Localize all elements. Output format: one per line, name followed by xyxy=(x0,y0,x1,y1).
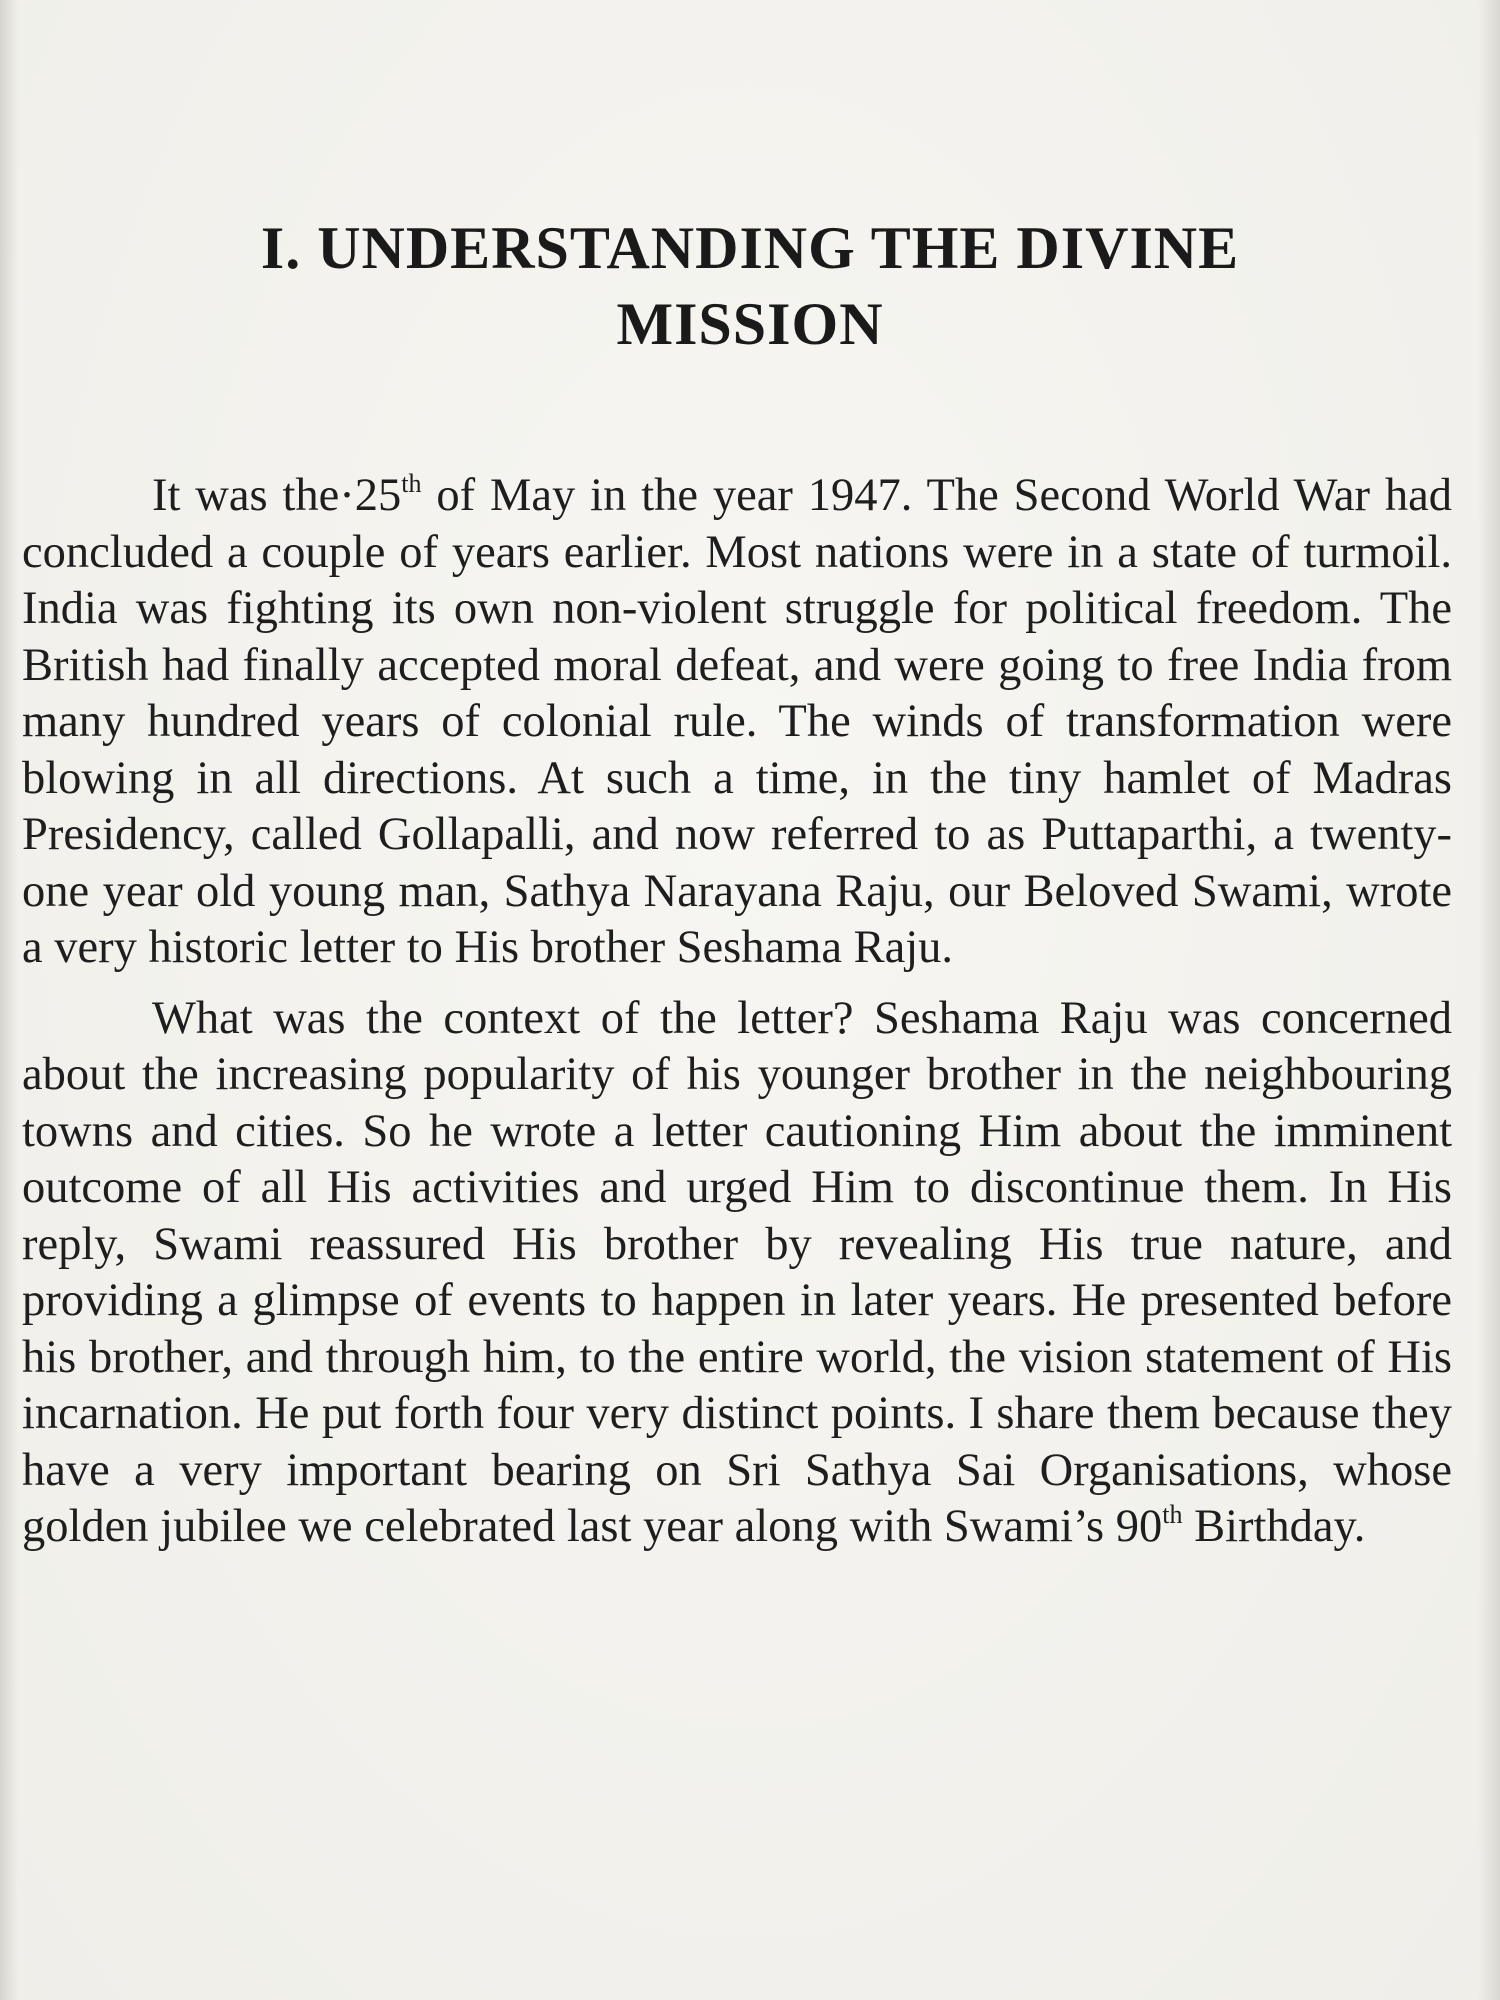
paragraph-2-birthday-number: 90 xyxy=(1115,1501,1163,1552)
paragraph-1-lead: It was the xyxy=(152,470,340,521)
chapter-body xyxy=(22,468,1452,1570)
paragraph-2-end: Birthday. xyxy=(1182,1501,1366,1552)
chapter-title xyxy=(60,210,1440,362)
paragraph-1-text: of May in the year 1947. The Second World War had concluded a couple of years earlier. Most nations were in a state of turmoil. India was fighting its own non-violent struggle for political freedom. The British had finally accepted moral defeat, and were going to free India from many hundred years of colonial rule. The winds of transformation were blowing in all directions. At such a time, in the tiny hamlet of Madras Presidency, called Gollapalli, and now referred to as Puttaparthi, a twenty-one year old young man, Sathya Narayana Raju, our Beloved Swami, wrote a very historic letter to His brother Seshama Raju. xyxy=(22,470,1452,973)
paragraph-2-text: What was the context of the letter? Seshama Raju was concerned about the increasing popularity of his younger brother in the neighbouring towns and cities. So he wrote a letter cautioning Him about the imminent outcome of all His activities and urged Him to discontinue them. In His reply, Swami reassured His brother by revealing His true nature, and providing a glimpse of events to happen in later years. He presented before his brother, and through him, to the entire world, the vision statement of His incarnation. He put forth four very distinct points. I share them because they have a very important bearing on Sri Sathya Sai Organisations, whose golden jubilee we celebrated last year along with Swami’s xyxy=(22,992,1452,1552)
paragraph-2-ordinal-suffix: th xyxy=(1162,1500,1183,1529)
paragraph-1-ordinal-suffix: th xyxy=(401,469,422,498)
paragraph-2 xyxy=(22,991,1452,1556)
paragraph-1 xyxy=(22,468,1452,977)
paragraph-1-date-number: 25 xyxy=(354,470,402,521)
page-right-edge-shadow xyxy=(1478,0,1500,2000)
chapter-title-line-2: MISSION xyxy=(616,291,884,357)
page-left-edge-shadow xyxy=(0,0,18,2000)
paragraph-1-dot: · xyxy=(339,470,355,521)
chapter-title-line-1: I. UNDERSTANDING THE DIVINE xyxy=(260,215,1240,281)
